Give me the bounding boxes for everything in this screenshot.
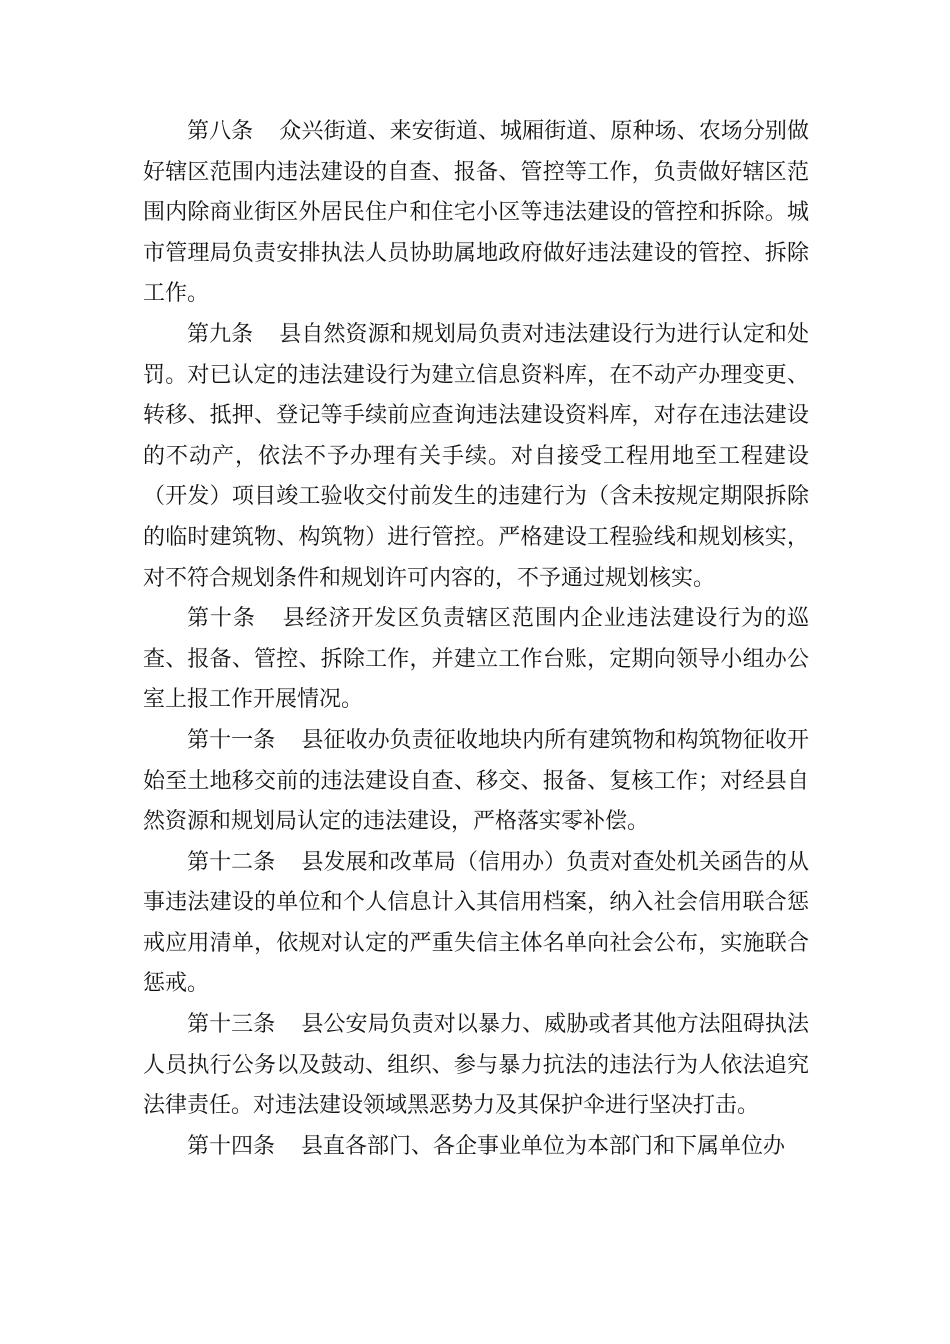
article-number: 第十一条 [187,727,276,753]
article-13 [143,1005,809,1127]
article-text: 众兴街道、来安街道、城厢街道、原种场、农场分别做好辖区范围内违法建设的自查、报备、管控等工作，负责做好辖区范围内除商业街区外居民住户和住宅小区等违法建设的管控和拆除。城市管理局负责安排执法人员协助属地政府做好违法建设的管控、拆除工作。 [143,119,809,307]
article-text: 县发展和改革局（信用办）负责对查处机关函告的从事违法建设的单位和个人信息计入其信用档案，纳入社会信用联合惩戒应用清单，依规对认定的严重失信主体名单向社会公布，实施联合惩戒。 [143,849,809,997]
article-text: 县自然资源和规划局负责对违法建设行为进行认定和处罚。对已认定的违法建设行为建立信息资料库，在不动产办理变更、转移、抵押、登记等手续前应查询违法建设资料库，对存在违法建设的不动产，依法不予办理有关手续。对自接受工程用地至工程建设（开发）项目竣工验收交付前发生的违建行为（含未按规定期限拆除的临时建筑物、构筑物）进行管控。严格建设工程验线和规划核实，对不符合规划条件和规划许可内容的，不予通过规划核实。 [143,321,809,591]
article-9 [143,315,809,599]
article-14 [143,1127,809,1168]
article-11 [143,721,809,843]
article-number: 第九条 [187,321,254,347]
article-12 [143,843,809,1005]
article-number: 第十条 [187,606,256,632]
document-body [143,112,809,1167]
article-number: 第十二条 [187,849,276,875]
article-text: 县经济开发区负责辖区范围内企业违法建设行为的巡查、报备、管控、拆除工作，并建立工作台账，定期向领导小组办公室上报工作开展情况。 [143,606,809,713]
article-number: 第十四条 [187,1133,276,1159]
article-text: 县公安局负责对以暴力、威胁或者其他方法阻碍执法人员执行公务以及鼓动、组织、参与暴力抗法的违法行为人依法追究法律责任。对违法建设领域黑恶势力及其保护伞进行坚决打击。 [143,1012,809,1119]
article-number: 第十三条 [187,1012,276,1038]
article-10 [143,599,809,721]
article-text: 县征收办负责征收地块内所有建筑物和构筑物征收开始至土地移交前的违法建设自查、移交、报备、复核工作；对经县自然资源和规划局认定的违法建设，严格落实零补偿。 [143,727,809,835]
article-8 [143,112,809,315]
article-text: 县直各部门、各企事业单位为本部门和下属单位办 [301,1133,786,1159]
article-number: 第八条 [187,119,254,144]
